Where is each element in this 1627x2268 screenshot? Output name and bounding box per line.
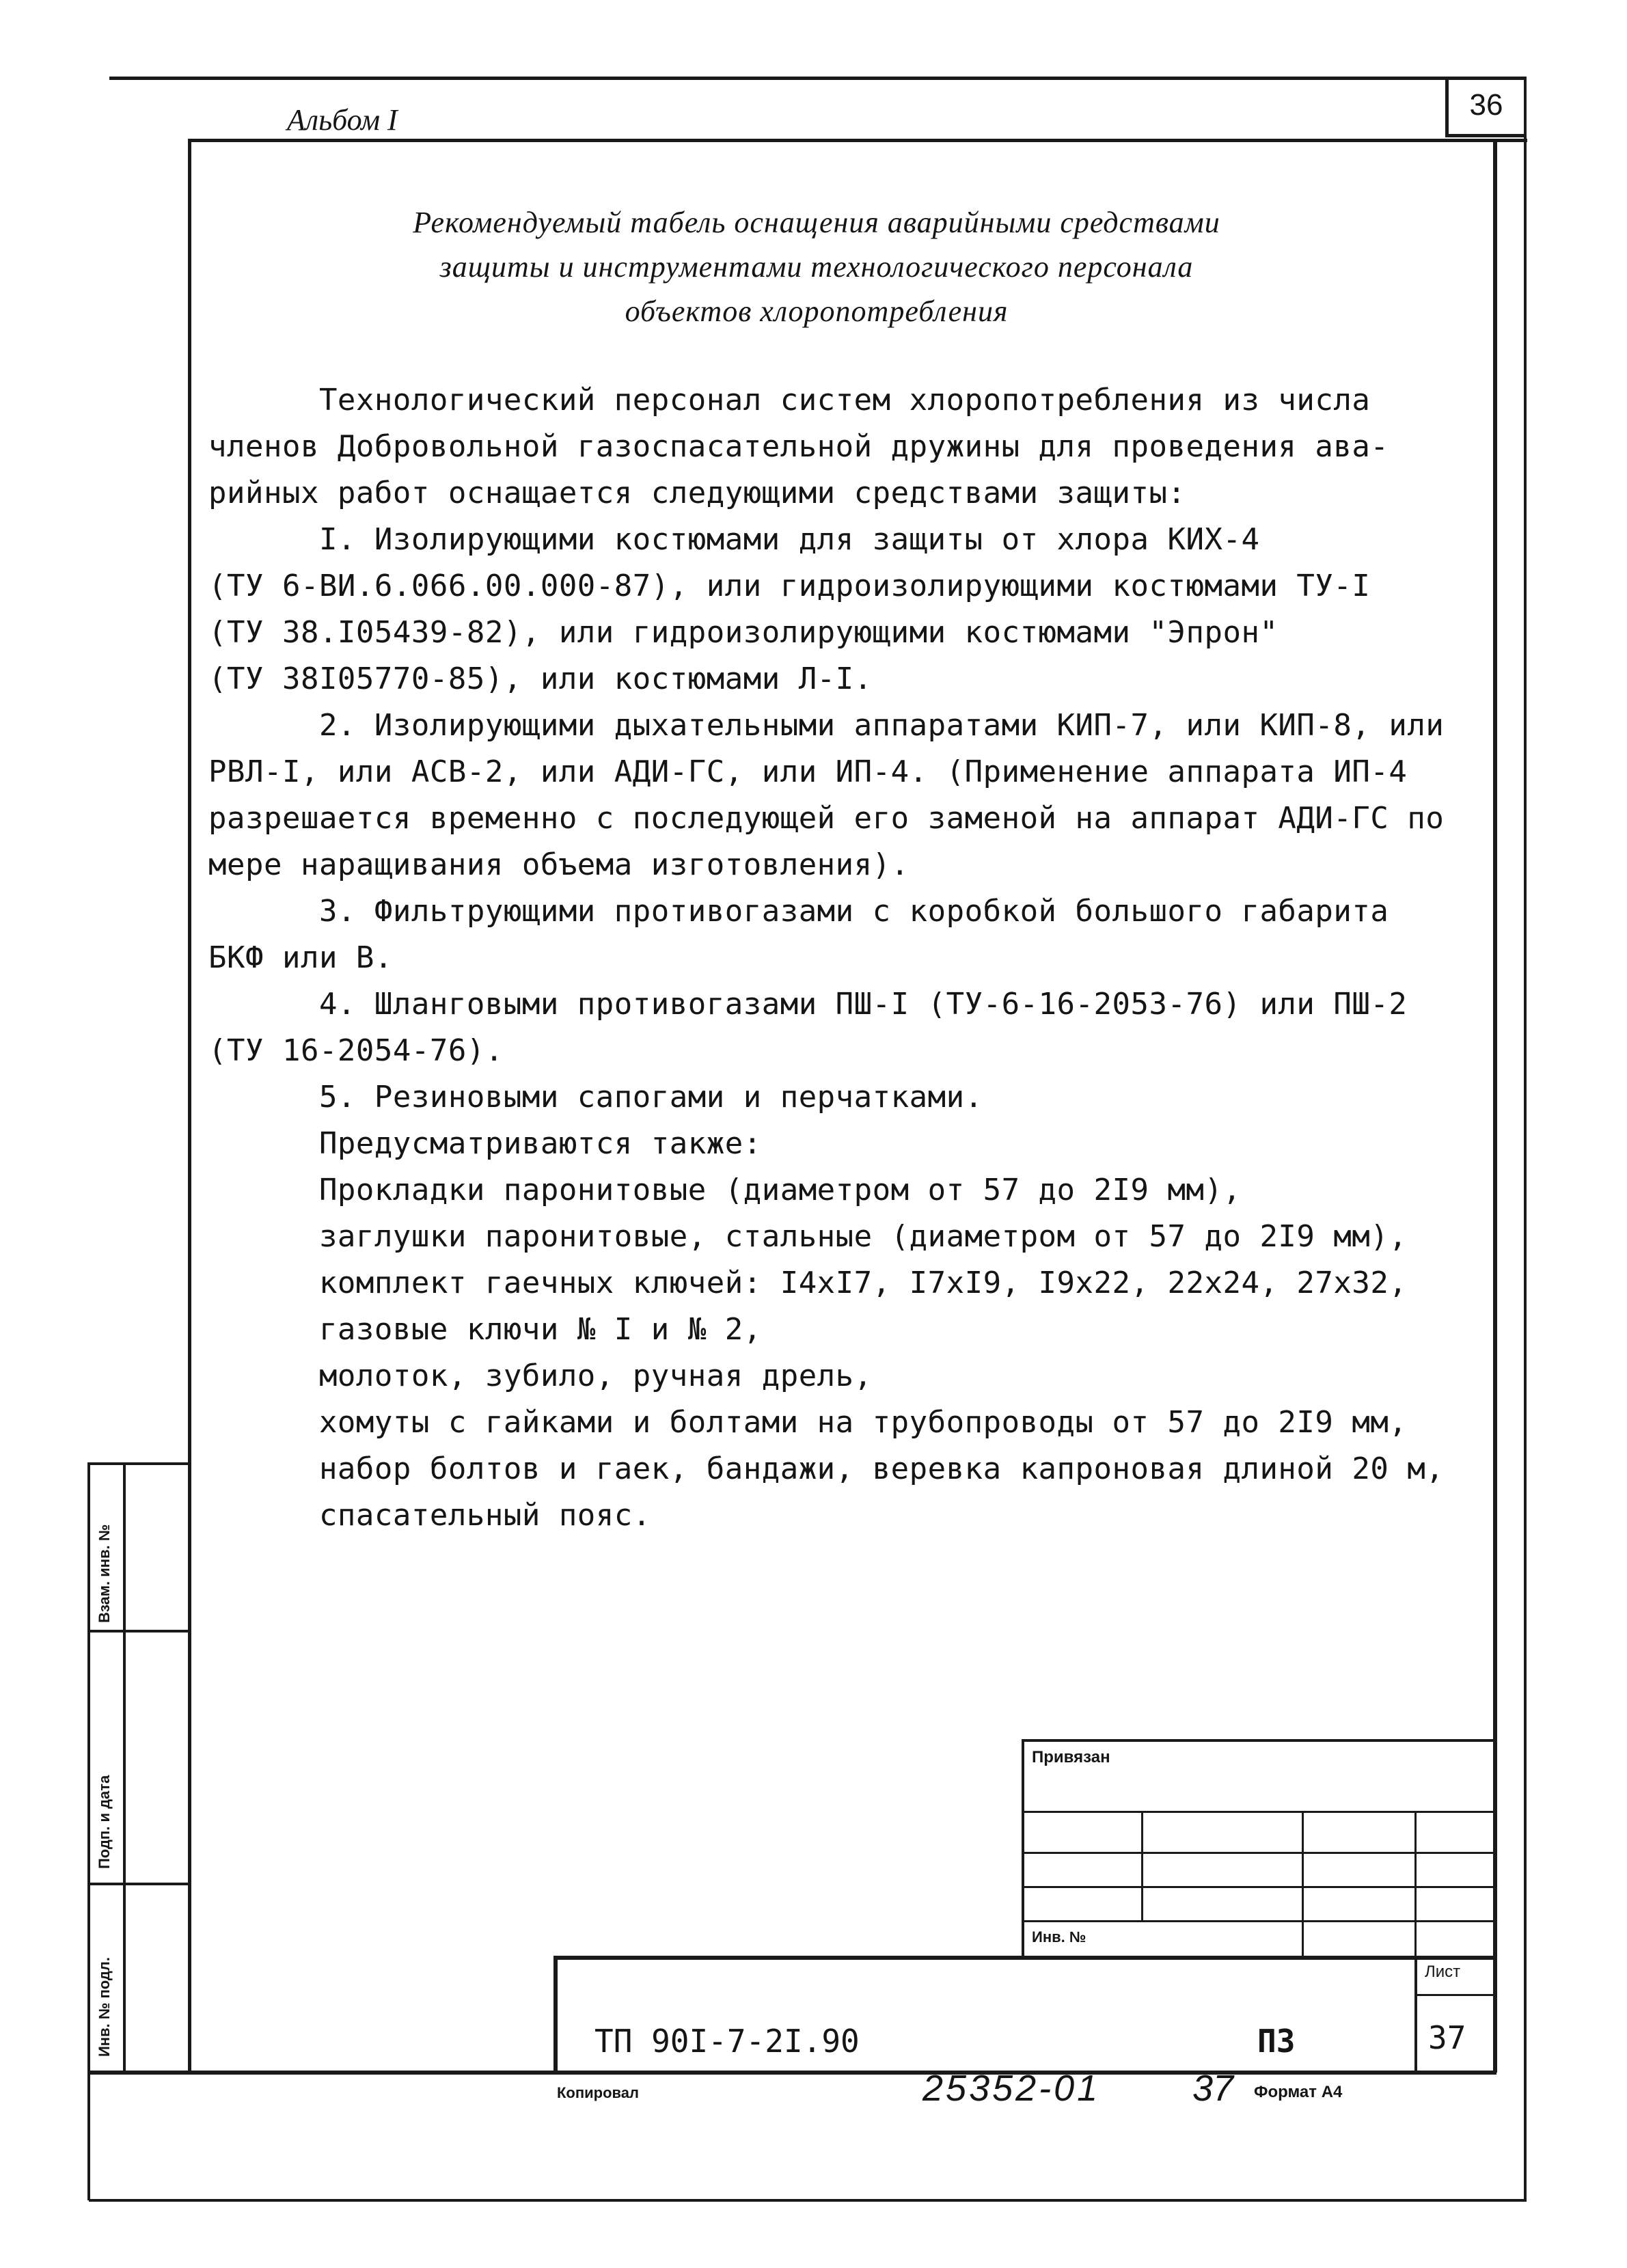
tb-approved-top (1022, 1739, 1496, 1742)
frame-right-outer-line (1524, 77, 1527, 2202)
tb-col-2 (1302, 1811, 1304, 1958)
stamp-top-line (87, 1462, 191, 1465)
frame-left-outer-line (87, 1462, 90, 2200)
tb-main-top (553, 1956, 1496, 1960)
body-line: Предусматриваются также: (208, 1126, 762, 1161)
tb-row-4 (1022, 1920, 1496, 1922)
tb-approved-label: Привязан (1032, 1748, 1110, 1766)
tb-col-3 (1414, 1811, 1417, 1958)
stamp-label-podp-data: Подп. и дата (96, 1775, 113, 1869)
frame-top-line (109, 77, 1524, 80)
frame-right-line (1493, 139, 1497, 2073)
body-line: БКФ или В. (208, 940, 393, 975)
body-line: спасательный пояс. (208, 1498, 651, 1533)
document-title-line-2: защиты и инструментами технологического персонала (439, 250, 1194, 284)
body-line: (ТУ 6-ВИ.6.066.00.000-87), или гидроизолирующими костюмами ТУ-I (208, 569, 1371, 603)
body-line: РВЛ-I, или АСВ-2, или АДИ-ГС, или ИП-4. (Применение аппарата ИП-4 (208, 754, 1408, 789)
tb-document-code: ТП 90I-7-2I.90 (594, 2023, 860, 2060)
body-line: 3. Фильтрующими противогазами с коробкой большого габарита (208, 894, 1389, 929)
body-line: членов Добровольной газоспасательной дружины для проведения ава- (208, 429, 1389, 464)
page-number: 36 (1445, 77, 1524, 137)
body-line: I. Изолирующими костюмами для защиты от хлора КИХ-4 (208, 522, 1260, 557)
body-line: газовые ключи № I и № 2, (208, 1312, 762, 1347)
stamp-label-vzam-inv: Взам. инв. № (96, 1524, 113, 1623)
tb-section-code: ПЗ (1257, 2023, 1296, 2060)
body-line: рийных работ оснащается следующими средствами защиты: (208, 476, 1186, 510)
tb-col-1 (1141, 1811, 1143, 1920)
body-line: (ТУ 38.I05439-82), или гидроизолирующими костюмами "Эпрон" (208, 615, 1279, 650)
tb-inv-label: Инв. № (1032, 1928, 1086, 1945)
document-title-line-3: объектов хлоропотребления (625, 295, 1009, 328)
frame-top-inner-line (188, 139, 1527, 142)
body-line: Прокладки паронитовые (диаметром от 57 до 2I9 мм), (208, 1173, 1242, 1207)
tb-row-3 (1022, 1886, 1496, 1888)
tb-sheet-number: 37 (1428, 2019, 1466, 2056)
body-line: (ТУ 38I05770-85), или костюмами Л-I. (208, 661, 873, 696)
body-line: (ТУ 16-2054-76). (208, 1033, 504, 1068)
handwritten-sheet-number: 37 (1192, 2068, 1234, 2109)
tb-main-left (553, 1956, 558, 2073)
document-title-line-1: Рекомендуемый табель оснащения аварийными средствами (413, 206, 1220, 239)
frame-page-bottom-line (89, 2199, 1527, 2202)
body-line: набор болтов и гаек, бандажи, веревка капроновая длиной 20 м, (208, 1451, 1445, 1486)
tb-sheet-divider (1414, 1994, 1496, 1996)
body-line: Технологический персонал систем хлоропотребления из числа (208, 383, 1371, 418)
body-line: молоток, зубило, ручная дрель, (208, 1358, 873, 1393)
tb-sheet-left (1414, 1956, 1417, 2073)
stamp-label-inv-podl: Инв. № подл. (96, 1957, 113, 2057)
tb-row-1 (1022, 1811, 1496, 1813)
body-line: хомуты с гайками и болтами на трубопроводы от 57 до 2I9 мм, (208, 1405, 1408, 1440)
frame-bottom-line (89, 2071, 1496, 2075)
body-line: разрешается временно с последующей его заменой на аппарат АДИ-ГС по (208, 801, 1445, 836)
stamp-inner-line (123, 1462, 126, 2071)
frame-left-line (188, 139, 191, 2073)
body-line: комплект гаечных ключей: I4xI7, I7xI9, I9x22, 22x24, 27x32, (208, 1266, 1408, 1300)
body-line: заглушки паронитовые, стальные (диаметром от 57 до 2I9 мм), (208, 1219, 1408, 1254)
handwritten-doc-number: 25352-01 (922, 2068, 1101, 2109)
body-line: мере наращивания объема изготовления). (208, 847, 910, 882)
stamp-divider-1 (87, 1630, 191, 1632)
album-label: Альбом I (287, 103, 398, 137)
body-line: 4. Шланговыми противогазами ПШ-I (ТУ-6-16-2053-76) или ПШ-2 (208, 987, 1408, 1022)
body-line: 2. Изолирующими дыхательными аппаратами КИП-7, или КИП-8, или (208, 708, 1445, 743)
body-line: 5. Резиновыми сапогами и перчатками. (208, 1080, 983, 1115)
stamp-divider-2 (87, 1883, 191, 1885)
copied-label: Копировал (557, 2084, 640, 2101)
tb-row-2 (1022, 1852, 1496, 1854)
tb-approved-left (1022, 1739, 1024, 1958)
format-label: Формат А4 (1254, 2083, 1343, 2101)
tb-sheet-label: Лист (1425, 1963, 1461, 1981)
